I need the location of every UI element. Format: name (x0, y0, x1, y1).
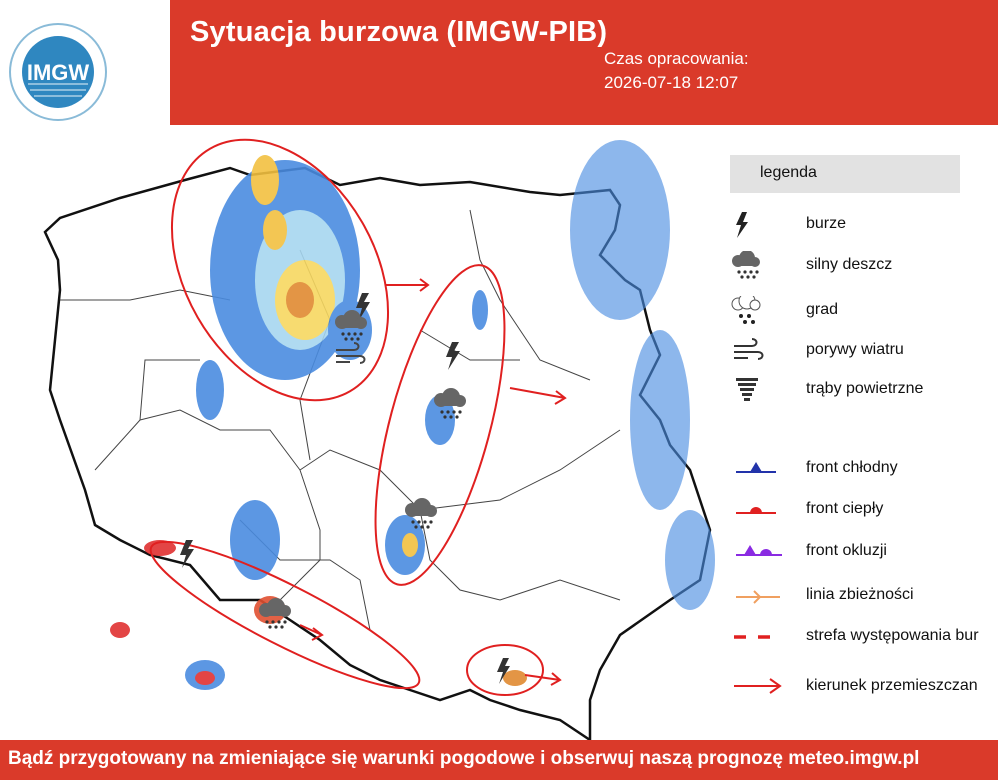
legend-label: porywy wiatru (806, 341, 904, 358)
imgw-logo (8, 22, 108, 122)
legend-item-hail (730, 296, 998, 326)
header-banner (170, 0, 998, 125)
legend-label: silny deszcz (806, 256, 893, 273)
legend-label: linia zbieżności (806, 586, 914, 603)
heavy-rain-icon (730, 251, 790, 281)
legend-item-cold-front (730, 454, 998, 484)
legend-label: front chłodny (806, 459, 898, 476)
legend-item-storms (730, 210, 998, 240)
legend-item-warm-front (730, 495, 998, 525)
legend-item-convergence-line (730, 581, 998, 611)
legend-item-tornado (730, 375, 998, 405)
footer-banner (0, 740, 998, 780)
processing-time-label: Czas opracowania: (604, 49, 749, 68)
legend-item-storm-zone (730, 622, 998, 652)
legend-label: front okluzji (806, 542, 887, 559)
occluded-front-icon (730, 537, 790, 567)
wind-gust-icon (730, 336, 790, 366)
legend-label: trąby powietrzne (806, 380, 924, 397)
hail-icon (730, 296, 790, 326)
direction-arrow-icon (730, 672, 790, 702)
legend-label: grad (806, 301, 839, 318)
legend-header (730, 155, 960, 193)
warm-front-icon (730, 495, 790, 525)
legend-label: kierunek przemieszczan (806, 677, 978, 694)
storm-zone-icon (730, 622, 790, 652)
legend-item-heavy-rain (730, 251, 998, 281)
tornado-icon (730, 375, 790, 405)
footer-text: Bądź przygotowany na zmieniające się warunki pogodowe i obserwuj naszą prognozę meteo.imgw.pl (8, 748, 920, 769)
logo-text: IMGW (26, 60, 90, 85)
convergence-line-icon (730, 581, 790, 611)
processing-time-value: 2026-07-18 12:07 (604, 73, 739, 92)
legend-title: legenda (760, 164, 817, 181)
legend-item-wind-gusts (730, 336, 998, 366)
legend-item-occluded-front (730, 537, 998, 567)
page-title: Sytuacja burzowa (IMGW-PIB) (190, 16, 608, 48)
cold-front-icon (730, 454, 790, 484)
legend-item-direction (730, 672, 998, 702)
legend-label: strefa występowania bur (806, 627, 979, 644)
legend-label: burze (806, 215, 847, 232)
lightning-icon (730, 210, 790, 240)
legend-label: front ciepły (806, 500, 884, 517)
